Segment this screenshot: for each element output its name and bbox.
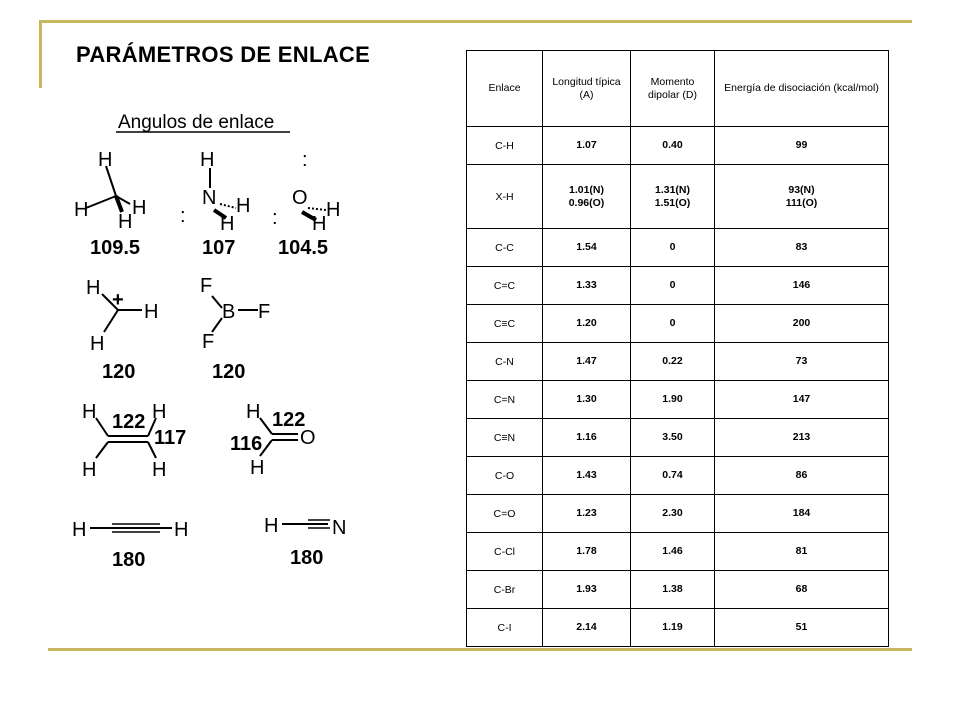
svg-text:O: O bbox=[300, 427, 316, 449]
length-value: 2.14 bbox=[576, 621, 597, 633]
energy-cell bbox=[715, 609, 889, 647]
length-value: 1.93 bbox=[576, 583, 597, 595]
bond-cell: C=C bbox=[467, 267, 543, 305]
dipole-value: 1.31(N) bbox=[654, 183, 690, 196]
table-row bbox=[467, 305, 889, 343]
table-row bbox=[467, 165, 889, 229]
top-accent-line bbox=[40, 20, 912, 23]
length-value: 1.30 bbox=[576, 393, 597, 405]
energy-value: 213 bbox=[792, 431, 811, 443]
svg-text:H: H bbox=[246, 401, 261, 423]
table-row bbox=[467, 127, 889, 165]
table-row bbox=[467, 381, 889, 419]
svg-text:H: H bbox=[174, 519, 189, 541]
header-length: Longitud típica (A) bbox=[543, 51, 631, 127]
energy-cell bbox=[715, 267, 889, 305]
energy-cell bbox=[715, 457, 889, 495]
length-value: 0.96(O) bbox=[568, 196, 605, 209]
acetylene-angle: 180 bbox=[112, 549, 146, 571]
header-dipole: Momento dipolar (D) bbox=[631, 51, 715, 127]
dipole-cell bbox=[631, 419, 715, 457]
length-cell bbox=[543, 609, 631, 647]
svg-text:H: H bbox=[90, 333, 105, 355]
svg-text:H: H bbox=[86, 277, 101, 299]
svg-text:B: B bbox=[222, 301, 236, 323]
energy-cell bbox=[715, 381, 889, 419]
dipole-cell bbox=[631, 381, 715, 419]
dipole-value: 3.50 bbox=[662, 431, 683, 443]
length-cell bbox=[543, 419, 631, 457]
formaldehyde-angle-2: 116 bbox=[230, 433, 263, 455]
table-header-row bbox=[467, 51, 889, 127]
dipole-value: 1.38 bbox=[662, 583, 683, 595]
bond-cell: C=N bbox=[467, 381, 543, 419]
bottom-accent-line bbox=[48, 648, 912, 651]
energy-cell bbox=[715, 571, 889, 609]
table-row bbox=[467, 343, 889, 381]
bond-cell: C=O bbox=[467, 495, 543, 533]
figure-heading: Angulos de enlace bbox=[118, 112, 275, 133]
dipole-cell bbox=[631, 571, 715, 609]
dipole-value: 1.90 bbox=[662, 393, 683, 405]
table-row bbox=[467, 571, 889, 609]
energy-cell bbox=[715, 229, 889, 267]
table-row bbox=[467, 533, 889, 571]
length-value: 1.01(N) bbox=[568, 183, 604, 196]
ammonia-angle: 107 bbox=[202, 237, 236, 259]
bond-cell: C-I bbox=[467, 609, 543, 647]
dipole-value: 0 bbox=[669, 241, 676, 253]
svg-text:H: H bbox=[118, 211, 133, 233]
dipole-cell bbox=[631, 165, 715, 229]
length-cell bbox=[543, 267, 631, 305]
length-value: 1.33 bbox=[576, 279, 597, 291]
energy-value: 83 bbox=[795, 241, 808, 253]
bond-parameters-table bbox=[466, 50, 889, 647]
dipole-cell bbox=[631, 495, 715, 533]
bond-angles-figure bbox=[60, 104, 360, 584]
energy-value: 184 bbox=[792, 507, 811, 519]
energy-cell bbox=[715, 419, 889, 457]
dipole-cell bbox=[631, 267, 715, 305]
svg-text:H: H bbox=[200, 149, 215, 171]
table-row bbox=[467, 419, 889, 457]
header-bond: Enlace bbox=[467, 51, 543, 127]
svg-text:F: F bbox=[258, 301, 271, 323]
slide-title: PARÁMETROS DE ENLACE bbox=[76, 42, 371, 67]
length-cell bbox=[543, 381, 631, 419]
length-cell bbox=[543, 533, 631, 571]
carbocation-angle: 120 bbox=[102, 361, 136, 383]
bf3-angle: 120 bbox=[212, 361, 246, 383]
bond-cell: C≡N bbox=[467, 419, 543, 457]
dipole-cell bbox=[631, 609, 715, 647]
energy-value: 200 bbox=[792, 317, 811, 329]
energy-value: 99 bbox=[795, 139, 808, 151]
energy-value: 81 bbox=[795, 545, 808, 557]
length-value: 1.47 bbox=[576, 355, 597, 367]
energy-value: 86 bbox=[795, 469, 808, 481]
left-accent-line bbox=[39, 20, 42, 88]
ethene-angle-2: 117 bbox=[154, 427, 187, 449]
length-value: 1.78 bbox=[576, 545, 597, 557]
length-value: 1.43 bbox=[576, 469, 597, 481]
svg-text:H: H bbox=[312, 213, 327, 235]
svg-text:H: H bbox=[74, 199, 89, 221]
svg-text:O: O bbox=[292, 187, 308, 209]
bond-cell: C-Cl bbox=[467, 533, 543, 571]
table-row bbox=[467, 229, 889, 267]
bond-cell: C-N bbox=[467, 343, 543, 381]
svg-text:H: H bbox=[264, 515, 279, 537]
svg-text:H: H bbox=[72, 519, 87, 541]
dipole-value: 1.51(O) bbox=[654, 196, 691, 209]
dipole-value: 0.22 bbox=[662, 355, 683, 367]
dipole-cell bbox=[631, 457, 715, 495]
bond-cell: C-O bbox=[467, 457, 543, 495]
energy-cell bbox=[715, 343, 889, 381]
svg-text:H: H bbox=[82, 459, 97, 481]
dipole-value: 0 bbox=[669, 317, 676, 329]
length-value: 1.54 bbox=[576, 241, 597, 253]
length-cell bbox=[543, 229, 631, 267]
length-value: 1.23 bbox=[576, 507, 597, 519]
length-value: 1.07 bbox=[576, 139, 597, 151]
svg-text:H: H bbox=[152, 401, 167, 423]
energy-cell bbox=[715, 495, 889, 533]
bond-cell: X-H bbox=[467, 165, 543, 229]
svg-text:H: H bbox=[236, 195, 251, 217]
svg-text:H: H bbox=[132, 197, 147, 219]
svg-text:F: F bbox=[200, 275, 213, 297]
energy-cell bbox=[715, 305, 889, 343]
length-value: 1.16 bbox=[576, 431, 597, 443]
energy-value: 147 bbox=[792, 393, 811, 405]
energy-value: 93(N) bbox=[788, 183, 815, 196]
svg-text:H: H bbox=[82, 401, 97, 423]
svg-text:N: N bbox=[202, 187, 217, 209]
svg-text:F: F bbox=[202, 331, 215, 353]
length-cell bbox=[543, 457, 631, 495]
svg-text:H: H bbox=[326, 199, 341, 221]
hcn-angle: 180 bbox=[290, 547, 324, 569]
energy-cell bbox=[715, 533, 889, 571]
dipole-value: 0 bbox=[669, 279, 676, 291]
svg-text::: : bbox=[180, 205, 186, 227]
length-cell bbox=[543, 343, 631, 381]
svg-text::: : bbox=[302, 149, 308, 171]
energy-cell bbox=[715, 127, 889, 165]
svg-text::: : bbox=[272, 207, 278, 229]
dipole-value: 0.40 bbox=[662, 139, 683, 151]
svg-text:H: H bbox=[152, 459, 167, 481]
dipole-value: 1.46 bbox=[662, 545, 683, 557]
energy-cell bbox=[715, 165, 889, 229]
svg-text:H: H bbox=[220, 213, 235, 235]
energy-value: 146 bbox=[792, 279, 811, 291]
svg-text:H: H bbox=[144, 301, 159, 323]
header-energy: Energía de disociación (kcal/mol) bbox=[715, 51, 889, 127]
table-row bbox=[467, 609, 889, 647]
length-value: 1.20 bbox=[576, 317, 597, 329]
water-angle: 104.5 bbox=[278, 237, 329, 259]
dipole-value: 0.74 bbox=[662, 469, 683, 481]
dipole-value: 1.19 bbox=[662, 621, 683, 633]
methane-angle: 109.5 bbox=[90, 237, 141, 259]
dipole-cell bbox=[631, 343, 715, 381]
energy-value: 73 bbox=[795, 355, 808, 367]
dipole-cell bbox=[631, 533, 715, 571]
svg-text:H: H bbox=[250, 457, 265, 479]
bond-cell: C-H bbox=[467, 127, 543, 165]
table-row bbox=[467, 267, 889, 305]
length-cell bbox=[543, 305, 631, 343]
dipole-cell bbox=[631, 229, 715, 267]
bond-cell: C-C bbox=[467, 229, 543, 267]
dipole-value: 2.30 bbox=[662, 507, 683, 519]
length-cell bbox=[543, 571, 631, 609]
energy-value: 51 bbox=[795, 621, 808, 633]
dipole-cell bbox=[631, 127, 715, 165]
svg-text:+: + bbox=[112, 289, 124, 311]
energy-value: 111(O) bbox=[785, 196, 818, 209]
bond-cell: C-Br bbox=[467, 571, 543, 609]
ethene-angle-1: 122 bbox=[112, 411, 146, 433]
formaldehyde-angle-1: 122 bbox=[272, 409, 306, 431]
svg-text:N: N bbox=[332, 517, 347, 539]
svg-text:H: H bbox=[98, 149, 113, 171]
length-cell bbox=[543, 165, 631, 229]
length-cell bbox=[543, 495, 631, 533]
bond-cell: C≡C bbox=[467, 305, 543, 343]
energy-value: 68 bbox=[795, 583, 808, 595]
length-cell bbox=[543, 127, 631, 165]
bond-parameters-table-wrap bbox=[466, 50, 889, 647]
dipole-cell bbox=[631, 305, 715, 343]
table-row bbox=[467, 495, 889, 533]
table-row bbox=[467, 457, 889, 495]
